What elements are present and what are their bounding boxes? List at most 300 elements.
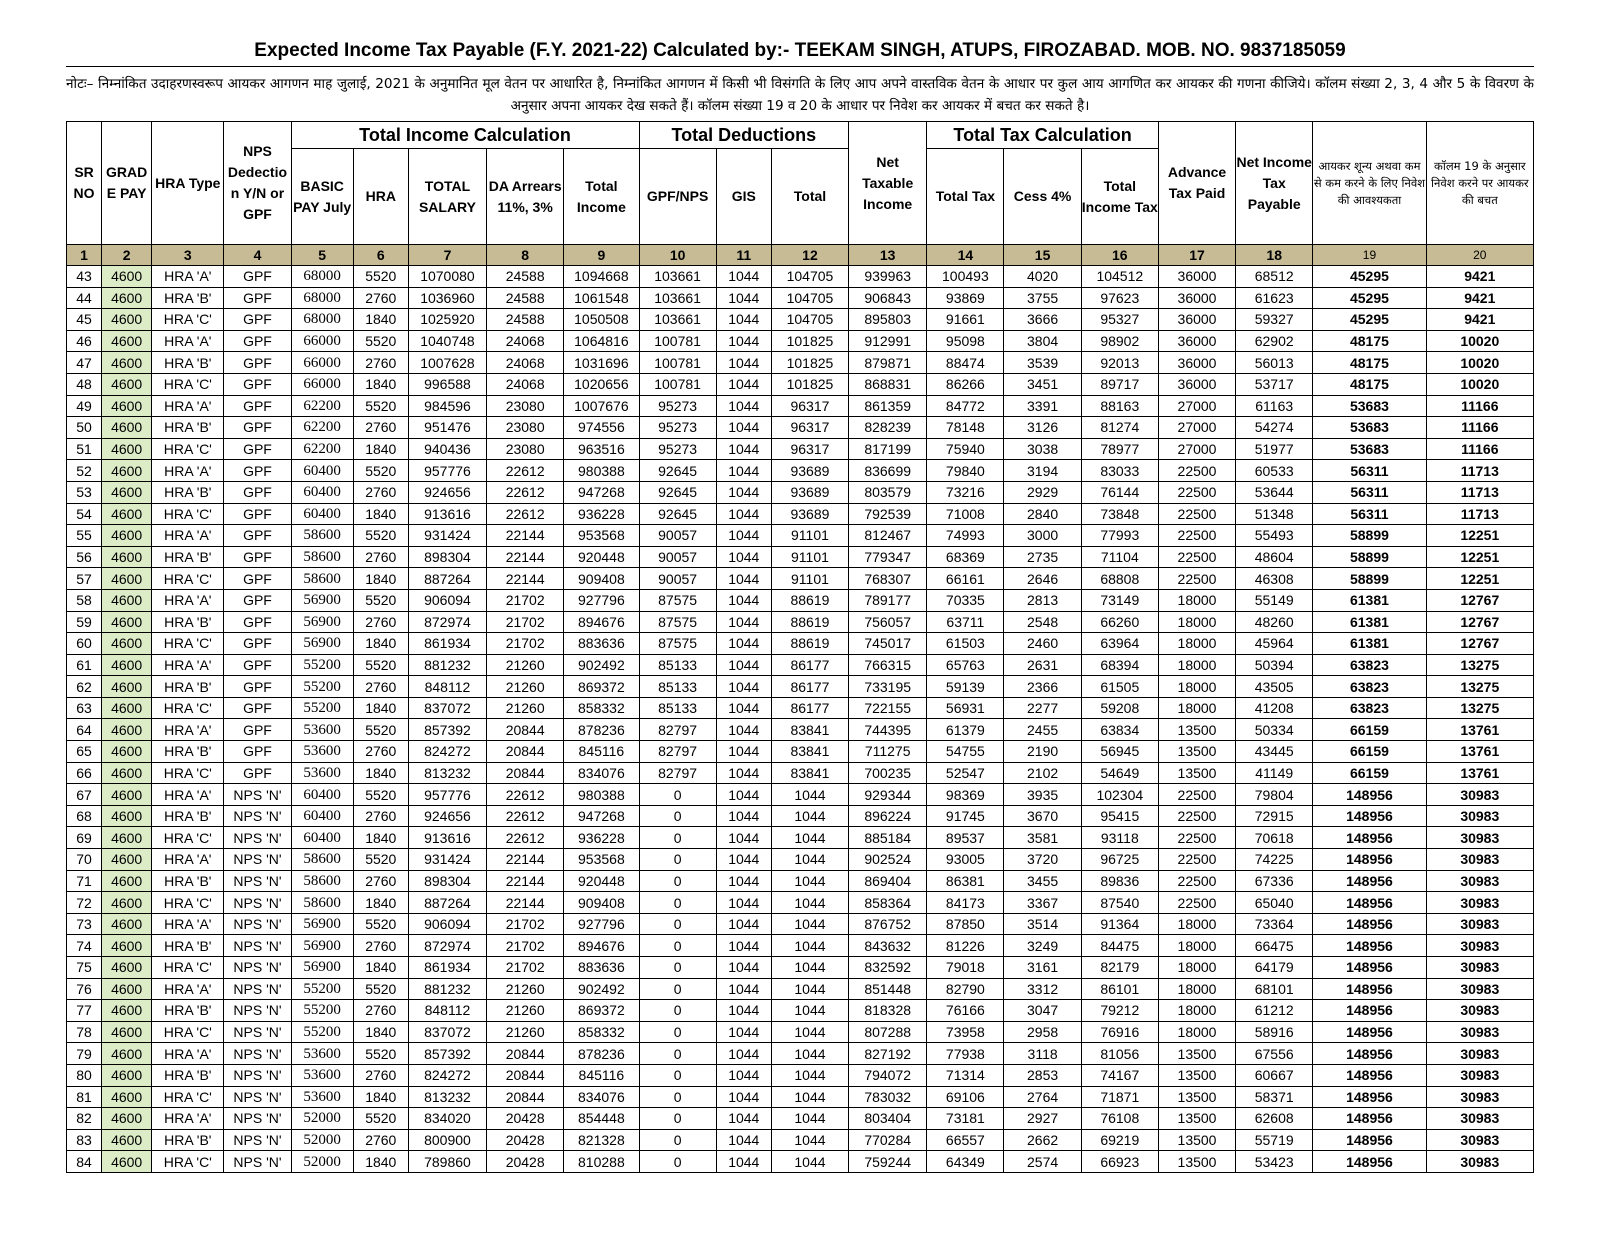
cell-gis: 1044 (716, 1108, 771, 1130)
cell-gpf-nps: 0 (639, 1151, 716, 1173)
cell-sr-no: 63 (67, 697, 102, 719)
cell-net-payable: 50394 (1236, 654, 1313, 676)
cell-gpf-nps: 82797 (639, 741, 716, 763)
cell-cess: 3455 (1004, 870, 1081, 892)
cell-total-deductions: 91101 (771, 525, 848, 547)
cell-tax-savings: 30983 (1426, 805, 1533, 827)
cell-nps-gpf: GPF (224, 481, 291, 503)
cell-hra: 2760 (353, 287, 408, 309)
cell-hra-type: HRA 'C' (152, 309, 224, 331)
cell-invest-needed: 63823 (1313, 654, 1426, 676)
cell-net-payable: 41149 (1236, 762, 1313, 784)
cell-da-arrears: 21702 (487, 633, 564, 655)
header-gis: GIS (716, 149, 771, 245)
cell-advance-tax: 18000 (1158, 913, 1235, 935)
cell-gpf-nps: 90057 (639, 546, 716, 568)
cell-nps-gpf: NPS 'N' (224, 1064, 291, 1086)
cell-hra-type: HRA 'A' (152, 654, 224, 676)
cell-invest-needed: 148956 (1313, 892, 1426, 914)
cell-gis: 1044 (716, 892, 771, 914)
cell-grade-pay: 4600 (102, 892, 152, 914)
cell-total-salary: 837072 (408, 1021, 486, 1043)
cell-sr-no: 65 (67, 741, 102, 763)
cell-gpf-nps: 103661 (639, 266, 716, 288)
cell-net-payable: 48604 (1236, 546, 1313, 568)
table-row (67, 1151, 1534, 1173)
cell-hra: 1840 (353, 503, 408, 525)
cell-basic-pay: 58600 (291, 525, 353, 547)
cell-cess: 3581 (1004, 827, 1081, 849)
cell-total-tax: 81226 (927, 935, 1004, 957)
cell-net-taxable: 876752 (849, 913, 927, 935)
cell-total-income: 821328 (564, 1129, 639, 1151)
cell-nps-gpf: NPS 'N' (224, 1000, 291, 1022)
cell-net-payable: 68512 (1236, 266, 1313, 288)
cell-total-deductions: 93689 (771, 460, 848, 482)
cell-total-salary: 940436 (408, 438, 486, 460)
table-row (67, 719, 1534, 741)
cell-total-salary: 898304 (408, 870, 486, 892)
cell-grade-pay: 4600 (102, 1064, 152, 1086)
cell-net-payable: 41208 (1236, 697, 1313, 719)
cell-basic-pay: 53600 (291, 762, 353, 784)
cell-invest-needed: 148956 (1313, 805, 1426, 827)
cell-total-salary: 913616 (408, 503, 486, 525)
cell-advance-tax: 18000 (1158, 935, 1235, 957)
header-tax-savings: कॉलम 19 के अनुसार निवेश करने पर आयकर की बचत (1426, 122, 1533, 245)
cell-total-deductions: 104705 (771, 287, 848, 309)
cell-sr-no: 74 (67, 935, 102, 957)
cell-total-income-tax: 59208 (1081, 697, 1158, 719)
cell-tax-savings: 12767 (1426, 589, 1533, 611)
cell-total-tax: 91661 (927, 309, 1004, 331)
cell-gis: 1044 (716, 978, 771, 1000)
cell-cess: 2662 (1004, 1129, 1081, 1151)
cell-total-salary: 924656 (408, 805, 486, 827)
cell-sr-no: 49 (67, 395, 102, 417)
cell-basic-pay: 56900 (291, 633, 353, 655)
cell-sr-no: 43 (67, 266, 102, 288)
cell-basic-pay: 52000 (291, 1108, 353, 1130)
cell-basic-pay: 58600 (291, 892, 353, 914)
cell-advance-tax: 13500 (1158, 1151, 1235, 1173)
table-row (67, 741, 1534, 763)
cell-advance-tax: 18000 (1158, 633, 1235, 655)
cell-gpf-nps: 0 (639, 1129, 716, 1151)
cell-sr-no: 71 (67, 870, 102, 892)
cell-invest-needed: 148956 (1313, 1086, 1426, 1108)
cell-net-taxable: 818328 (849, 1000, 927, 1022)
cell-net-payable: 43445 (1236, 741, 1313, 763)
cell-sr-no: 57 (67, 568, 102, 590)
table-row (67, 503, 1534, 525)
cell-grade-pay: 4600 (102, 395, 152, 417)
cell-sr-no: 48 (67, 373, 102, 395)
cell-da-arrears: 21260 (487, 654, 564, 676)
cell-gis: 1044 (716, 330, 771, 352)
cell-sr-no: 72 (67, 892, 102, 914)
cell-advance-tax: 18000 (1158, 957, 1235, 979)
cell-hra-type: HRA 'A' (152, 719, 224, 741)
cell-gis: 1044 (716, 611, 771, 633)
cell-total-tax: 61503 (927, 633, 1004, 655)
cell-gis: 1044 (716, 460, 771, 482)
table-row (67, 913, 1534, 935)
cell-sr-no: 55 (67, 525, 102, 547)
table-row (67, 870, 1534, 892)
cell-total-income: 936228 (564, 503, 639, 525)
header-hra: HRA (353, 149, 408, 245)
cell-gis: 1044 (716, 957, 771, 979)
column-number: 17 (1158, 245, 1235, 266)
cell-net-taxable: 869404 (849, 870, 927, 892)
cell-da-arrears: 22612 (487, 460, 564, 482)
cell-hra: 5520 (353, 913, 408, 935)
cell-hra-type: HRA 'B' (152, 1064, 224, 1086)
cell-nps-gpf: NPS 'N' (224, 978, 291, 1000)
cell-nps-gpf: NPS 'N' (224, 1129, 291, 1151)
cell-basic-pay: 56900 (291, 957, 353, 979)
cell-invest-needed: 56311 (1313, 503, 1426, 525)
cell-gpf-nps: 0 (639, 978, 716, 1000)
cell-net-taxable: 794072 (849, 1064, 927, 1086)
cell-hra-type: HRA 'B' (152, 287, 224, 309)
cell-basic-pay: 55200 (291, 1021, 353, 1043)
cell-net-taxable: 832592 (849, 957, 927, 979)
cell-nps-gpf: NPS 'N' (224, 849, 291, 871)
cell-cess: 3038 (1004, 438, 1081, 460)
cell-total-income-tax: 71871 (1081, 1086, 1158, 1108)
cell-total-deductions: 88619 (771, 611, 848, 633)
cell-cess: 3720 (1004, 849, 1081, 871)
cell-tax-savings: 11713 (1426, 503, 1533, 525)
cell-sr-no: 68 (67, 805, 102, 827)
cell-sr-no: 54 (67, 503, 102, 525)
cell-tax-savings: 30983 (1426, 1151, 1533, 1173)
cell-gpf-nps: 0 (639, 870, 716, 892)
cell-total-income: 1094668 (564, 266, 639, 288)
cell-da-arrears: 21702 (487, 611, 564, 633)
cell-gpf-nps: 0 (639, 1064, 716, 1086)
cell-gpf-nps: 100781 (639, 330, 716, 352)
cell-total-salary: 887264 (408, 892, 486, 914)
cell-total-salary: 848112 (408, 1000, 486, 1022)
cell-grade-pay: 4600 (102, 417, 152, 439)
table-row (67, 373, 1534, 395)
cell-total-salary: 824272 (408, 1064, 486, 1086)
cell-nps-gpf: NPS 'N' (224, 1086, 291, 1108)
cell-gis: 1044 (716, 676, 771, 698)
cell-hra-type: HRA 'B' (152, 1129, 224, 1151)
cell-nps-gpf: GPF (224, 589, 291, 611)
cell-grade-pay: 4600 (102, 503, 152, 525)
cell-da-arrears: 24588 (487, 287, 564, 309)
cell-gis: 1044 (716, 870, 771, 892)
cell-da-arrears: 22144 (487, 870, 564, 892)
cell-sr-no: 66 (67, 762, 102, 784)
cell-total-income-tax: 97623 (1081, 287, 1158, 309)
cell-hra-type: HRA 'C' (152, 957, 224, 979)
cell-total-income-tax: 102304 (1081, 784, 1158, 806)
cell-hra: 5520 (353, 784, 408, 806)
cell-sr-no: 51 (67, 438, 102, 460)
cell-grade-pay: 4600 (102, 525, 152, 547)
cell-total-tax: 64349 (927, 1151, 1004, 1173)
cell-net-payable: 60533 (1236, 460, 1313, 482)
cell-net-payable: 64179 (1236, 957, 1313, 979)
cell-advance-tax: 27000 (1158, 417, 1235, 439)
cell-tax-savings: 12767 (1426, 611, 1533, 633)
cell-total-salary: 800900 (408, 1129, 486, 1151)
cell-sr-no: 46 (67, 330, 102, 352)
cell-grade-pay: 4600 (102, 589, 152, 611)
cell-grade-pay: 4600 (102, 1129, 152, 1151)
cell-advance-tax: 22500 (1158, 525, 1235, 547)
cell-total-tax: 63711 (927, 611, 1004, 633)
cell-total-deductions: 88619 (771, 633, 848, 655)
group-total-deductions: Total Deductions (639, 122, 849, 149)
cell-tax-savings: 30983 (1426, 1108, 1533, 1130)
cell-total-tax: 56931 (927, 697, 1004, 719)
table-row (67, 633, 1534, 655)
cell-hra-type: HRA 'A' (152, 978, 224, 1000)
cell-cess: 3755 (1004, 287, 1081, 309)
cell-hra: 2760 (353, 1064, 408, 1086)
cell-grade-pay: 4600 (102, 546, 152, 568)
cell-tax-savings: 9421 (1426, 266, 1533, 288)
cell-hra-type: HRA 'A' (152, 395, 224, 417)
cell-hra-type: HRA 'C' (152, 373, 224, 395)
cell-hra-type: HRA 'B' (152, 546, 224, 568)
cell-basic-pay: 58600 (291, 546, 353, 568)
cell-nps-gpf: GPF (224, 330, 291, 352)
cell-gpf-nps: 0 (639, 784, 716, 806)
cell-total-deductions: 1044 (771, 913, 848, 935)
header-grade-pay: GRAD E PAY (102, 122, 152, 245)
table-row (67, 481, 1534, 503)
cell-gis: 1044 (716, 1129, 771, 1151)
cell-grade-pay: 4600 (102, 697, 152, 719)
cell-hra: 5520 (353, 460, 408, 482)
cell-hra-type: HRA 'B' (152, 352, 224, 374)
cell-gis: 1044 (716, 546, 771, 568)
cell-cess: 3935 (1004, 784, 1081, 806)
cell-grade-pay: 4600 (102, 309, 152, 331)
cell-hra-type: HRA 'B' (152, 1000, 224, 1022)
cell-gis: 1044 (716, 395, 771, 417)
cell-total-deductions: 1044 (771, 1021, 848, 1043)
cell-total-tax: 77938 (927, 1043, 1004, 1065)
cell-da-arrears: 22612 (487, 481, 564, 503)
cell-tax-savings: 13761 (1426, 741, 1533, 763)
cell-nps-gpf: GPF (224, 266, 291, 288)
cell-tax-savings: 11713 (1426, 460, 1533, 482)
cell-total-income-tax: 95415 (1081, 805, 1158, 827)
cell-tax-savings: 30983 (1426, 978, 1533, 1000)
cell-da-arrears: 24588 (487, 309, 564, 331)
cell-nps-gpf: NPS 'N' (224, 1151, 291, 1173)
cell-gpf-nps: 0 (639, 913, 716, 935)
cell-hra: 5520 (353, 849, 408, 871)
cell-invest-needed: 48175 (1313, 330, 1426, 352)
cell-total-tax: 59139 (927, 676, 1004, 698)
header-advance-tax: Advance Tax Paid (1158, 122, 1235, 245)
cell-da-arrears: 22612 (487, 784, 564, 806)
cell-advance-tax: 36000 (1158, 266, 1235, 288)
cell-grade-pay: 4600 (102, 330, 152, 352)
cell-hra-type: HRA 'B' (152, 935, 224, 957)
cell-tax-savings: 30983 (1426, 784, 1533, 806)
column-number: 14 (927, 245, 1004, 266)
cell-net-taxable: 711275 (849, 741, 927, 763)
cell-total-deductions: 86177 (771, 654, 848, 676)
cell-gis: 1044 (716, 1064, 771, 1086)
cell-total-income: 902492 (564, 978, 639, 1000)
cell-invest-needed: 61381 (1313, 633, 1426, 655)
cell-total-income: 858332 (564, 1021, 639, 1043)
cell-invest-needed: 148956 (1313, 913, 1426, 935)
cell-invest-needed: 58899 (1313, 546, 1426, 568)
cell-invest-needed: 148956 (1313, 849, 1426, 871)
cell-net-taxable: 902524 (849, 849, 927, 871)
cell-invest-needed: 66159 (1313, 762, 1426, 784)
cell-grade-pay: 4600 (102, 1151, 152, 1173)
cell-da-arrears: 21260 (487, 1000, 564, 1022)
cell-total-salary: 813232 (408, 1086, 486, 1108)
cell-total-tax: 65763 (927, 654, 1004, 676)
cell-net-payable: 55493 (1236, 525, 1313, 547)
cell-hra: 2760 (353, 1000, 408, 1022)
cell-total-salary: 931424 (408, 849, 486, 871)
cell-total-deductions: 1044 (771, 1129, 848, 1151)
cell-total-income: 1031696 (564, 352, 639, 374)
document-page (66, 38, 1534, 1173)
cell-grade-pay: 4600 (102, 373, 152, 395)
cell-tax-savings: 30983 (1426, 1129, 1533, 1151)
cell-total-tax: 76166 (927, 1000, 1004, 1022)
cell-cess: 3161 (1004, 957, 1081, 979)
cell-advance-tax: 36000 (1158, 373, 1235, 395)
cell-gis: 1044 (716, 741, 771, 763)
cell-grade-pay: 4600 (102, 676, 152, 698)
cell-net-payable: 58916 (1236, 1021, 1313, 1043)
cell-basic-pay: 68000 (291, 287, 353, 309)
cell-cess: 3666 (1004, 309, 1081, 331)
header-total-income: Total Income (564, 149, 639, 245)
table-row (67, 1021, 1534, 1043)
cell-total-tax: 74993 (927, 525, 1004, 547)
cell-total-deductions: 83841 (771, 762, 848, 784)
cell-total-tax: 66161 (927, 568, 1004, 590)
cell-basic-pay: 68000 (291, 309, 353, 331)
cell-cess: 2277 (1004, 697, 1081, 719)
cell-advance-tax: 13500 (1158, 762, 1235, 784)
cell-nps-gpf: GPF (224, 287, 291, 309)
cell-gis: 1044 (716, 805, 771, 827)
cell-net-taxable: 744395 (849, 719, 927, 741)
cell-net-payable: 55149 (1236, 589, 1313, 611)
cell-net-taxable: 851448 (849, 978, 927, 1000)
cell-net-payable: 51348 (1236, 503, 1313, 525)
cell-grade-pay: 4600 (102, 1000, 152, 1022)
cell-total-income: 953568 (564, 525, 639, 547)
cell-total-salary: 861934 (408, 633, 486, 655)
cell-net-payable: 46308 (1236, 568, 1313, 590)
cell-total-income-tax: 78977 (1081, 438, 1158, 460)
cell-basic-pay: 66000 (291, 330, 353, 352)
cell-gpf-nps: 0 (639, 1043, 716, 1065)
cell-total-tax: 86381 (927, 870, 1004, 892)
cell-invest-needed: 148956 (1313, 827, 1426, 849)
cell-gis: 1044 (716, 1151, 771, 1173)
cell-net-taxable: 912991 (849, 330, 927, 352)
cell-total-tax: 68369 (927, 546, 1004, 568)
cell-grade-pay: 4600 (102, 1021, 152, 1043)
cell-total-salary: 837072 (408, 697, 486, 719)
cell-total-salary: 906094 (408, 913, 486, 935)
cell-basic-pay: 56900 (291, 589, 353, 611)
cell-total-deductions: 96317 (771, 395, 848, 417)
cell-nps-gpf: NPS 'N' (224, 913, 291, 935)
cell-gis: 1044 (716, 525, 771, 547)
cell-nps-gpf: NPS 'N' (224, 827, 291, 849)
cell-net-payable: 50334 (1236, 719, 1313, 741)
cell-grade-pay: 4600 (102, 287, 152, 309)
column-number: 5 (291, 245, 353, 266)
cell-total-deductions: 83841 (771, 719, 848, 741)
cell-gpf-nps: 90057 (639, 568, 716, 590)
cell-hra: 2760 (353, 676, 408, 698)
cell-nps-gpf: GPF (224, 676, 291, 698)
cell-invest-needed: 148956 (1313, 1043, 1426, 1065)
cell-gis: 1044 (716, 352, 771, 374)
cell-tax-savings: 30983 (1426, 935, 1533, 957)
cell-total-income-tax: 81274 (1081, 417, 1158, 439)
table-row (67, 589, 1534, 611)
cell-net-payable: 54274 (1236, 417, 1313, 439)
cell-invest-needed: 148956 (1313, 784, 1426, 806)
cell-total-salary: 1040748 (408, 330, 486, 352)
cell-gpf-nps: 87575 (639, 589, 716, 611)
cell-advance-tax: 22500 (1158, 460, 1235, 482)
cell-total-salary: 957776 (408, 460, 486, 482)
cell-total-income: 909408 (564, 892, 639, 914)
cell-advance-tax: 18000 (1158, 654, 1235, 676)
cell-tax-savings: 10020 (1426, 330, 1533, 352)
cell-gpf-nps: 103661 (639, 287, 716, 309)
cell-total-income: 878236 (564, 719, 639, 741)
cell-total-deductions: 91101 (771, 568, 848, 590)
cell-invest-needed: 61381 (1313, 611, 1426, 633)
cell-net-taxable: 861359 (849, 395, 927, 417)
cell-da-arrears: 22144 (487, 525, 564, 547)
cell-hra: 1840 (353, 373, 408, 395)
cell-total-income-tax: 104512 (1081, 266, 1158, 288)
cell-gpf-nps: 0 (639, 1000, 716, 1022)
cell-basic-pay: 62200 (291, 438, 353, 460)
cell-hra: 2760 (353, 352, 408, 374)
cell-sr-no: 78 (67, 1021, 102, 1043)
cell-total-tax: 79840 (927, 460, 1004, 482)
cell-hra-type: HRA 'A' (152, 849, 224, 871)
cell-gis: 1044 (716, 481, 771, 503)
cell-gpf-nps: 90057 (639, 525, 716, 547)
cell-total-income: 854448 (564, 1108, 639, 1130)
cell-gis: 1044 (716, 654, 771, 676)
cell-hra: 1840 (353, 827, 408, 849)
cell-cess: 2190 (1004, 741, 1081, 763)
cell-gpf-nps: 87575 (639, 611, 716, 633)
